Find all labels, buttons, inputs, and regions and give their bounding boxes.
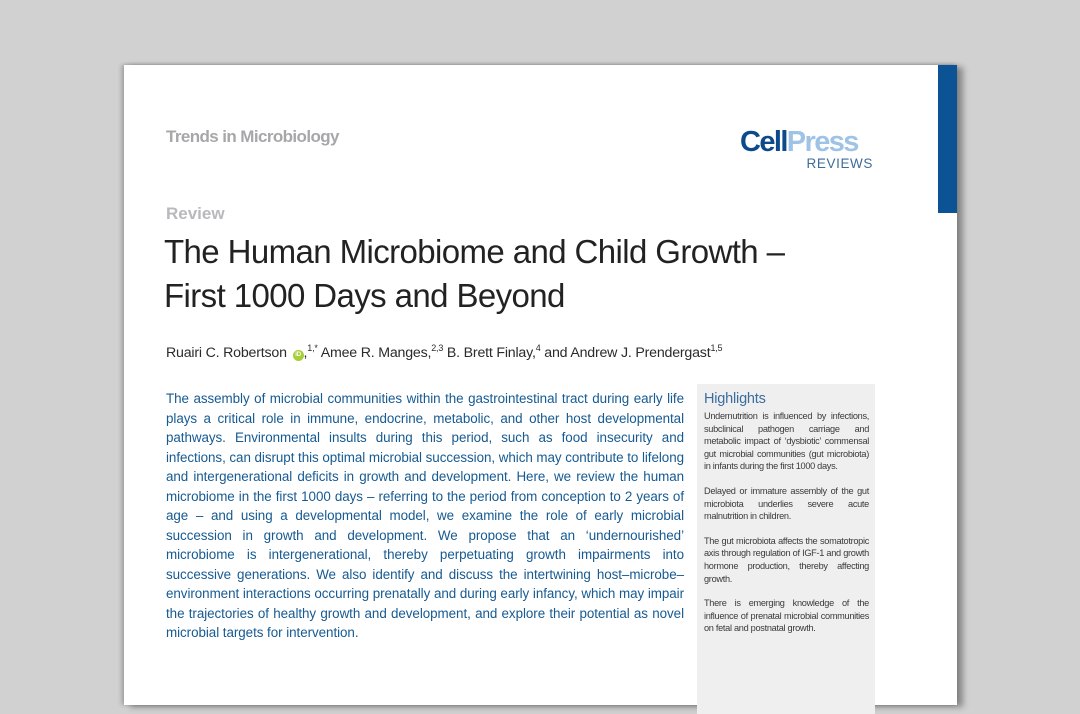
author-affiliation: 2,3 — [431, 343, 444, 353]
highlights-box — [697, 384, 875, 714]
author-name[interactable]: B. Brett Finlay — [446, 345, 532, 361]
author-connector: and — [544, 345, 568, 361]
highlight-item: Undernutrition is influenced by infections, subclinical pathogen carriage and metabolic impact of ‘dysbiotic’ commensal gut microbial communities (gut microbiota) in infants during the first 1000 days. — [704, 411, 869, 472]
logo-wordmark — [740, 127, 876, 157]
author-affiliation: 1,* — [307, 343, 318, 353]
article-title: The Human Microbiome and Child Growth – First 1000 Days and Beyond — [164, 233, 785, 314]
author-list: Ruairi C. Robertson iD ,$^{1,*}$ Amee R. Manges,$^{2,3}$ B. Brett Finlay,$^4$ and Andrew J. Prendergast$^{1,5}$ — [166, 343, 723, 361]
cellpress-logo — [740, 127, 876, 170]
document-page — [124, 65, 957, 705]
orcid-icon[interactable]: iD — [293, 350, 304, 361]
logo-cell-text: Cell — [740, 126, 787, 158]
author-name[interactable]: Ruairi C. Robertson — [166, 345, 287, 361]
author-affiliation: 4 — [535, 343, 541, 353]
journal-name: Trends in Microbiology — [166, 127, 339, 146]
author-name[interactable]: Andrew J. Prendergast — [570, 345, 711, 361]
accent-tab — [938, 65, 957, 213]
highlight-item: Delayed or immature assembly of the gut microbiota underlies severe acute malnutrition in children. — [704, 485, 869, 522]
author-name[interactable]: Amee R. Manges — [320, 345, 428, 361]
author-affiliation: 1,5 — [710, 343, 723, 353]
logo-press-text: Press — [786, 126, 858, 158]
article-type-label: Review — [166, 204, 225, 223]
highlight-item: There is emerging knowledge of the influence of prenatal microbial communities on fetal and postnatal growth. — [704, 598, 869, 634]
highlight-item: The gut microbiota affects the somatotropic axis through regulation of IGF-1 and growth hormone production, thereby affecting growth. — [704, 535, 869, 584]
highlights-title: Highlights — [704, 391, 766, 407]
abstract: The assembly of microbial communities within the gastrointestinal tract during early life plays a critical role in immune, endocrine, metabolic, and other host developmental pathways. Environmental insults during this period, such as food insecurity and infections, can disrupt this optimal microbial succession, which may contribute to lifelong and intergenerational deficits in growth and development. Here, we review the human microbiome in the first 1000 days – referring to the period from conception to 2 years of age – and using a developmental model, we examine the role of early microbial succession in growth and development. We propose that an ‘undernourished’ microbiome is intergenerational, thereby perpetuating growth impairments into successive generations. We also identify and discuss the intertwining host–microbe–environment interactions occurring prenatally and during early infancy, which may impair the trajectories of healthy growth and development, and explore their potential as novel microbial targets for intervention. — [166, 391, 684, 640]
logo-subtitle: REVIEWS — [806, 156, 873, 171]
